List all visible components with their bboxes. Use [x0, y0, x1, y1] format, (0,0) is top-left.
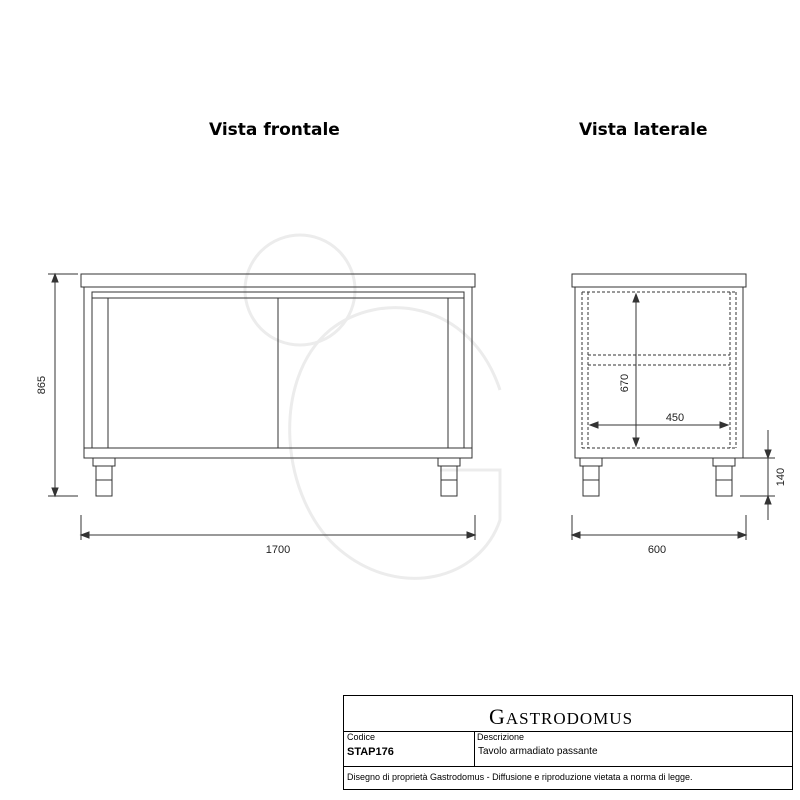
dim-height-total: 865 — [36, 375, 48, 395]
side-view-title: Vista laterale — [579, 120, 708, 140]
dim-depth-side: 600 — [647, 544, 667, 556]
description-cell — [474, 731, 792, 766]
side-body — [575, 287, 743, 458]
code-cell — [344, 731, 475, 766]
front-top-slab — [81, 274, 475, 287]
title-block — [343, 695, 793, 790]
front-dimensions — [48, 274, 475, 540]
description-value: Tavolo armadiato passante — [478, 746, 598, 757]
side-top-slab — [572, 274, 746, 287]
front-view — [81, 274, 475, 496]
side-leg-right — [713, 458, 735, 496]
description-label: Descrizione — [477, 732, 525, 742]
front-leg-left — [93, 458, 115, 496]
dim-inner-height: 670 — [619, 373, 631, 393]
front-right-post — [448, 298, 464, 448]
side-view — [572, 274, 746, 496]
dim-leg-height: 140 — [775, 467, 787, 487]
title-block-info-row — [344, 731, 792, 767]
side-leg-left — [580, 458, 602, 496]
front-door-right — [278, 298, 448, 448]
ownership-notice: Disegno di proprietà Gastrodomus - Diffusione e riproduzione vietata a norma di legge. — [347, 772, 693, 782]
front-frame-top — [92, 292, 464, 298]
code-value: STAP176 — [347, 746, 394, 758]
title-block-logo-row — [344, 696, 792, 732]
front-view-title: Vista frontale — [209, 120, 340, 140]
dim-inner-depth: 450 — [665, 412, 685, 424]
front-leg-right — [438, 458, 460, 496]
front-left-post — [92, 298, 108, 448]
code-label: Codice — [347, 732, 376, 742]
dim-width-front: 1700 — [265, 544, 291, 556]
gastrodomus-logo: GASTRODOMUS — [489, 704, 634, 729]
